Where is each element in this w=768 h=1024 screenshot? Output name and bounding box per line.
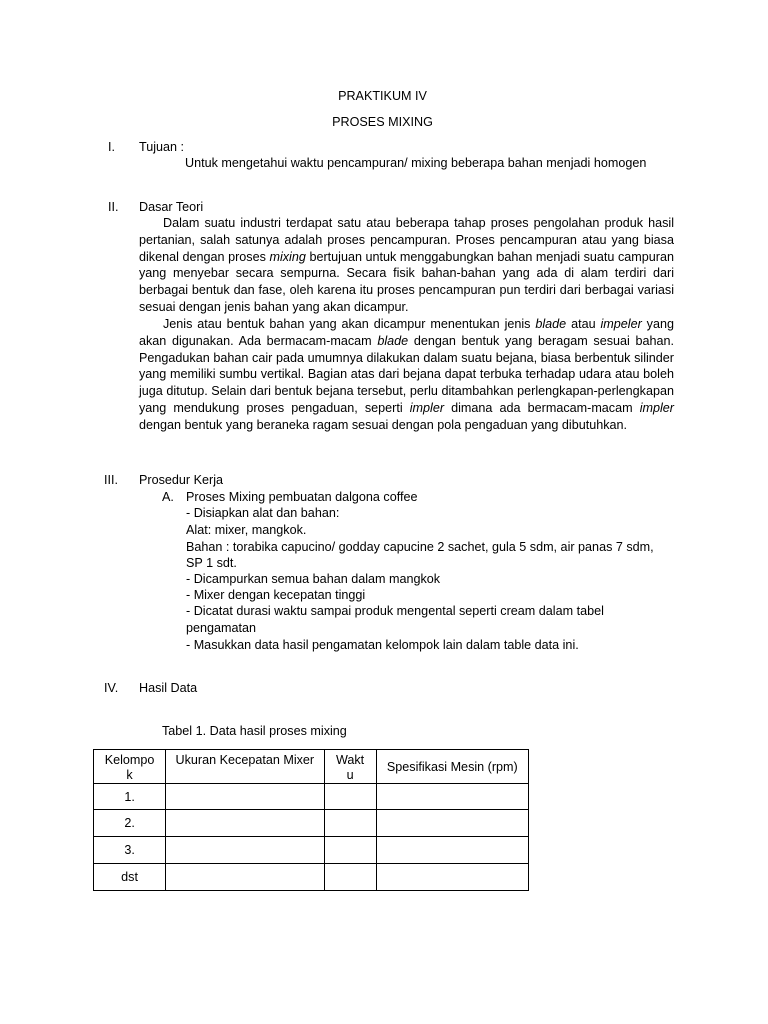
header-kelompok xyxy=(94,750,166,784)
p2-italic-impeler: impeler xyxy=(600,317,642,331)
table-cell xyxy=(376,784,528,810)
table-cell xyxy=(376,864,528,891)
table-cell xyxy=(166,810,324,837)
table-row xyxy=(94,864,529,891)
page-subtitle xyxy=(0,115,768,129)
p2-italic-impler: impler xyxy=(409,400,445,415)
section-number-2: II. xyxy=(108,200,119,214)
p2-text-a: Jenis atau bentuk bahan yang akan dicampur menentukan jenis xyxy=(163,317,536,331)
section-heading-prosedur: Prosedur Kerja xyxy=(139,473,223,487)
section-heading-hasil: Hasil Data xyxy=(139,681,198,695)
table-cell xyxy=(324,837,376,864)
p2-italic-blade: blade xyxy=(535,317,567,331)
table-cell xyxy=(324,810,376,837)
section-heading-tujuan: Tujuan : xyxy=(139,140,185,154)
p2-text-d: dengan bentuk yang beragam sesuai bahan. Pengadukan bahan cair pada umumnya dilakukan dalam suatu bejana, biasa berbentuk silinder yang memiliki sumbu vertikal. Bagian atas dari bejana dapat terbuka terhadap udara atau boleh juga ditutup. Selain dari bentuk bejana tersebut, perlu ditambahkan perlengkapan-perlengkapan yang mendukung proses pengaduan, seperti xyxy=(139,333,674,415)
table-cell xyxy=(166,837,324,864)
table-cell xyxy=(166,864,324,891)
dasar-teori-paragraph-2 xyxy=(139,316,674,434)
procedure-line: - Disiapkan alat dan bahan: xyxy=(186,506,340,520)
header-kelompok-line1: Kelompo xyxy=(104,753,155,767)
p2-italic-impler-2: impler xyxy=(639,400,674,415)
subtitle-text: PROSES MIXING xyxy=(332,115,433,129)
section-number-4: IV. xyxy=(104,681,119,695)
procedure-line: - Masukkan data hasil pengamatan kelompok lain dalam table data ini. xyxy=(186,638,579,652)
procedure-line: Alat: mixer, mangkok. xyxy=(186,523,307,537)
row-label: 1. xyxy=(94,784,166,810)
p2-text-f: dengan bentuk yang beraneka ragam sesuai dengan pola pengaduan yang dibutuhkan. xyxy=(139,417,628,432)
p2-text-c: yang akan digunakan. Ada bermacam-macam xyxy=(139,317,674,348)
procedure-line: pengamatan xyxy=(186,621,257,635)
procedure-line: - Mixer dengan kecepatan tinggi xyxy=(186,588,366,602)
header-waktu xyxy=(324,750,376,784)
header-kelompok-line2: k xyxy=(126,768,133,782)
p1-text: Dalam suatu industri terdapat satu atau beberapa tahap proses pengolahan produk hasil pertanian, salah satunya adalah proses pencampuran. Proses pencampuran atau yang biasa dikenal dengan proses xyxy=(139,216,674,264)
table-cell xyxy=(376,810,528,837)
table-cell xyxy=(166,784,324,810)
p2-text-b: atau xyxy=(566,317,601,331)
table-row xyxy=(94,810,529,837)
procedure-line: - Dicampurkan semua bahan dalam mangkok xyxy=(186,572,441,586)
dasar-teori-paragraph-1 xyxy=(139,215,674,316)
p1-rest-text: bertujuan untuk menggabungkan bahan menjadi suatu campuran yang menyebar secara sempurna. Secara fisik bahan-bahan yang ada di alam terdiri dari berbagai bentuk dan fase, oleh karena itu proses pencampuran pun terdiri dari berbagai variasi sesuai dengan jenis bahan yang akan dicampur. xyxy=(139,249,674,314)
table-cell xyxy=(376,837,528,864)
procedure-sub-heading: Proses Mixing pembuatan dalgona coffee xyxy=(186,490,418,504)
procedure-line: - Dicatat durasi waktu sampai produk mengental seperti cream dalam tabel xyxy=(186,604,604,618)
row-label: 3. xyxy=(94,837,166,864)
section-heading-dasar-teori: Dasar Teori xyxy=(139,200,204,214)
section-number-1: I. xyxy=(108,140,115,154)
p2-italic-blade-2: blade xyxy=(377,333,409,348)
header-waktu-line2: u xyxy=(346,768,354,782)
table-cell xyxy=(324,784,376,810)
section-number-3: III. xyxy=(104,473,118,487)
table-header-row xyxy=(94,750,529,784)
table-cell xyxy=(324,864,376,891)
row-label: dst xyxy=(94,864,166,891)
procedure-sub-letter: A. xyxy=(162,490,174,504)
procedure-line: Bahan : torabika capucino/ godday capucine 2 sachet, gula 5 sdm, air panas 7 sdm, xyxy=(186,540,654,554)
p2-text-e: dimana ada bermacam-macam xyxy=(444,400,640,415)
p1-italic-mixing: mixing xyxy=(269,249,306,264)
header-ukuran: Ukuran Kecepatan Mixer xyxy=(166,750,324,784)
tujuan-text: Untuk mengetahui waktu pencampuran/ mixing beberapa bahan menjadi homogen xyxy=(185,156,647,170)
page-title xyxy=(0,89,768,103)
header-spesifikasi: Spesifikasi Mesin (rpm) xyxy=(376,750,528,784)
row-label: 2. xyxy=(94,810,166,837)
table-row xyxy=(94,837,529,864)
procedure-line: SP 1 sdt. xyxy=(186,556,237,570)
table-caption: Tabel 1. Data hasil proses mixing xyxy=(162,724,347,738)
data-table xyxy=(93,749,529,891)
table-row xyxy=(94,784,529,810)
header-waktu-line1: Wakt xyxy=(335,753,365,767)
title-text: PRAKTIKUM IV xyxy=(338,89,427,103)
